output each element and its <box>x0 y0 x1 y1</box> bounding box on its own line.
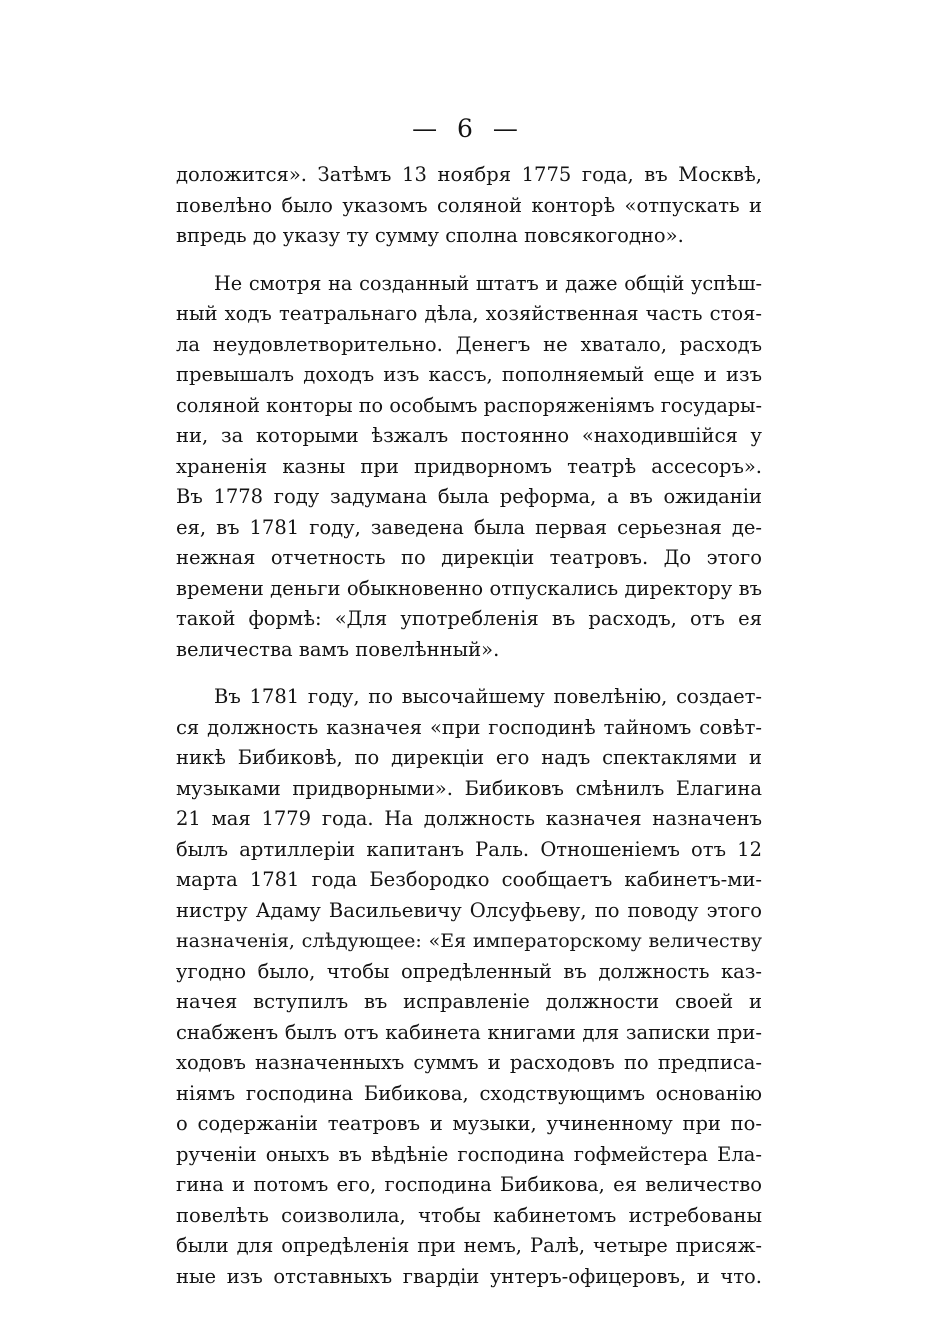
text-line: ніямъ господина Бибикова, сходствующимъ основанію <box>176 1081 762 1105</box>
text-line: доложится». Затѣмъ 13 ноября 1775 года, въ Москвѣ, <box>176 163 762 186</box>
page-number: — 6 — <box>412 114 524 143</box>
text-line: такой формѣ: «Для употребленія въ расходъ, отъ ея <box>176 607 762 630</box>
text-line: ни, за которыми ѣзжалъ постоянно «находившійся у <box>176 424 762 447</box>
text-line: былъ артиллеріи капитанъ Раль. Отношеніемъ отъ 12 <box>176 837 762 861</box>
paragraph-3 <box>176 682 762 1292</box>
text-line: угодно было, чтобы опредѣленный въ должность каз- <box>176 959 762 983</box>
text-line: назначенія, слѣдующее: «Ея императорскому величеству <box>176 930 762 952</box>
text-line: были для опредѣленія при немъ, Ралѣ, четыре присяж- <box>176 1234 762 1257</box>
text-line: ходовъ назначенныхъ суммъ и расходовъ по предписа- <box>176 1051 762 1074</box>
text-line: храненія казны при придворномъ театрѣ ассесоръ». <box>176 454 762 478</box>
text-line: марта 1781 года Безбородко сообщаетъ кабинетъ-ми- <box>176 868 762 891</box>
text-line: впредь до указу ту сумму сполна повсякогодно». <box>176 224 684 247</box>
text-line: повелѣть соизволила, чтобы кабинетомъ истребованы <box>176 1203 762 1227</box>
text-line: начея вступилъ въ исправленіе должности своей и <box>176 990 762 1013</box>
text-line: величества вамъ повелѣнный». <box>176 637 500 661</box>
text-line: рученіи оныхъ въ вѣдѣніе господина гофмейстера Ела- <box>176 1142 762 1166</box>
text-line: Въ 1781 году, по высочайшему повелѣнію, создает- <box>214 685 762 708</box>
text-line: снабженъ былъ отъ кабинета книгами для записки при- <box>176 1020 762 1044</box>
text-line: времени деньги обыкновенно отпускались директору въ <box>176 576 762 600</box>
paragraph-1 <box>176 160 762 252</box>
text-line: Не смотря на созданный штатъ и даже общій успѣш- <box>214 271 762 295</box>
text-line: гина и потомъ его, господина Бибикова, ея величество <box>176 1173 762 1196</box>
text-line: 21 мая 1779 года. На должность казначея назначенъ <box>176 807 762 830</box>
text-line: Въ 1778 году задумана была реформа, а въ ожиданіи <box>176 485 762 508</box>
text-line: о содержаніи театровъ и музыки, учиненному при по- <box>176 1112 762 1135</box>
text-line: превышалъ доходъ изъ кассъ, пополняемый еще и изъ <box>176 363 762 386</box>
text-line: ные изъ отставныхъ гвардіи унтеръ-офицеровъ, и что. <box>176 1264 762 1288</box>
page-text <box>176 160 762 1292</box>
text-line: нистру Адаму Васильевичу Олсуфьеву, по поводу этого <box>176 898 762 922</box>
text-line: нежная отчетность по дирекціи театровъ. До этого <box>176 546 762 569</box>
text-line: никѣ Бибиковѣ, по дирекціи его надъ спектаклями и <box>176 746 762 769</box>
paragraph-2 <box>176 269 762 666</box>
text-line: ся должность казначея «при господинѣ тайномъ совѣт- <box>176 715 762 739</box>
text-line: ный ходъ театральнаго дѣла, хозяйственная часть стоя- <box>176 302 762 325</box>
text-line: ла неудовлетворительно. Денегъ не хватало, расходъ <box>176 332 762 356</box>
text-line: повелѣно было указомъ соляной конторѣ «отпускать и <box>176 193 762 217</box>
text-line: соляной конторы по особымъ распоряженіямъ государы- <box>176 393 762 417</box>
text-line: музыками придворными». Бибиковъ смѣнилъ Елагина <box>176 776 762 800</box>
text-line: ея, въ 1781 году, заведена была первая серьезная де- <box>176 515 762 539</box>
